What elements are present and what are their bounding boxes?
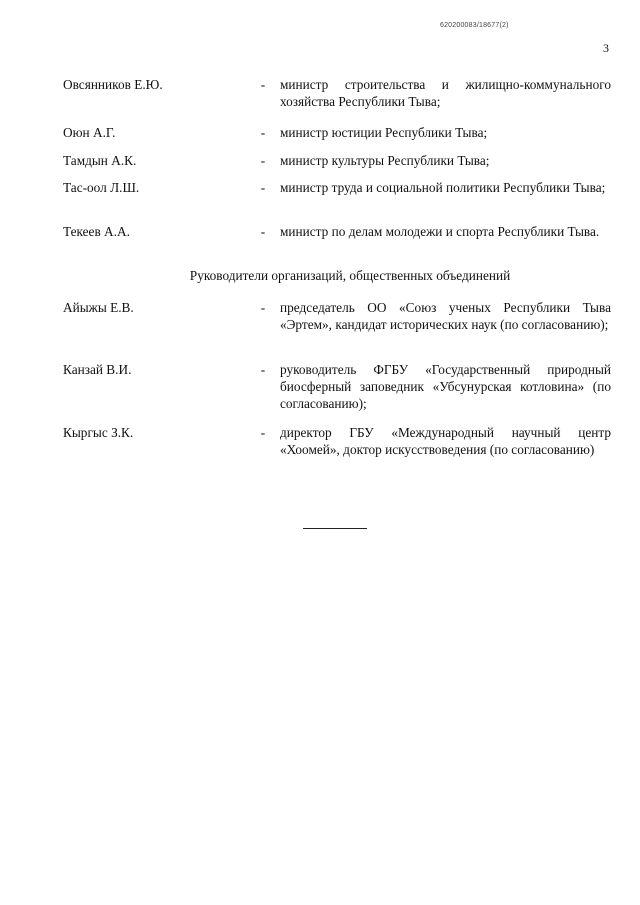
member-position: министр культуры Республики Тыва;	[280, 153, 490, 168]
leader-position: руководитель ФГБУ «Государственный природный биосферный заповедник «Убсунурская котловина» (по согласованию);	[280, 362, 611, 411]
dash-separator: -	[260, 362, 266, 377]
member-position: министр строительства и жилищно-коммунального хозяйства Республики Тыва;	[280, 77, 611, 109]
member-name: Тамдын А.К.	[63, 153, 137, 168]
leader-position: директор ГБУ «Международный научный центр «Хоомей», доктор искусствоведения (по согласованию)	[280, 425, 611, 457]
member-position: министр труда и социальной политики Республики Тыва;	[280, 180, 606, 195]
leader-name: Канзай В.И.	[63, 362, 132, 377]
member-name: Текеев А.А.	[63, 224, 130, 239]
leader-name: Айыжы Е.В.	[63, 300, 134, 315]
dash-separator: -	[260, 425, 266, 440]
member-position: министр по делам молодежи и спорта Республики Тыва.	[280, 224, 600, 239]
dash-separator: -	[260, 77, 266, 92]
section-heading: Руководители организаций, общественных объединений	[189, 268, 511, 283]
leader-name: Кыргыс З.К.	[63, 425, 134, 440]
member-name: Овсянников Е.Ю.	[63, 77, 163, 92]
page-number: 3	[603, 41, 609, 55]
dash-separator: -	[260, 300, 266, 315]
document-id: 620200083/18677(2)	[440, 22, 509, 29]
dash-separator: -	[260, 224, 266, 239]
dash-separator: -	[260, 153, 266, 168]
dash-separator: -	[260, 180, 266, 195]
member-position: министр юстиции Республики Тыва;	[280, 125, 488, 140]
leader-position: председатель ОО «Союз ученых Республики Тыва «Эртем», кандидат исторических наук (по согласованию);	[280, 300, 611, 332]
member-name: Тас-оол Л.Ш.	[63, 180, 140, 195]
closing-rule	[303, 528, 367, 529]
dash-separator: -	[260, 125, 266, 140]
member-name: Оюн А.Г.	[63, 125, 116, 140]
